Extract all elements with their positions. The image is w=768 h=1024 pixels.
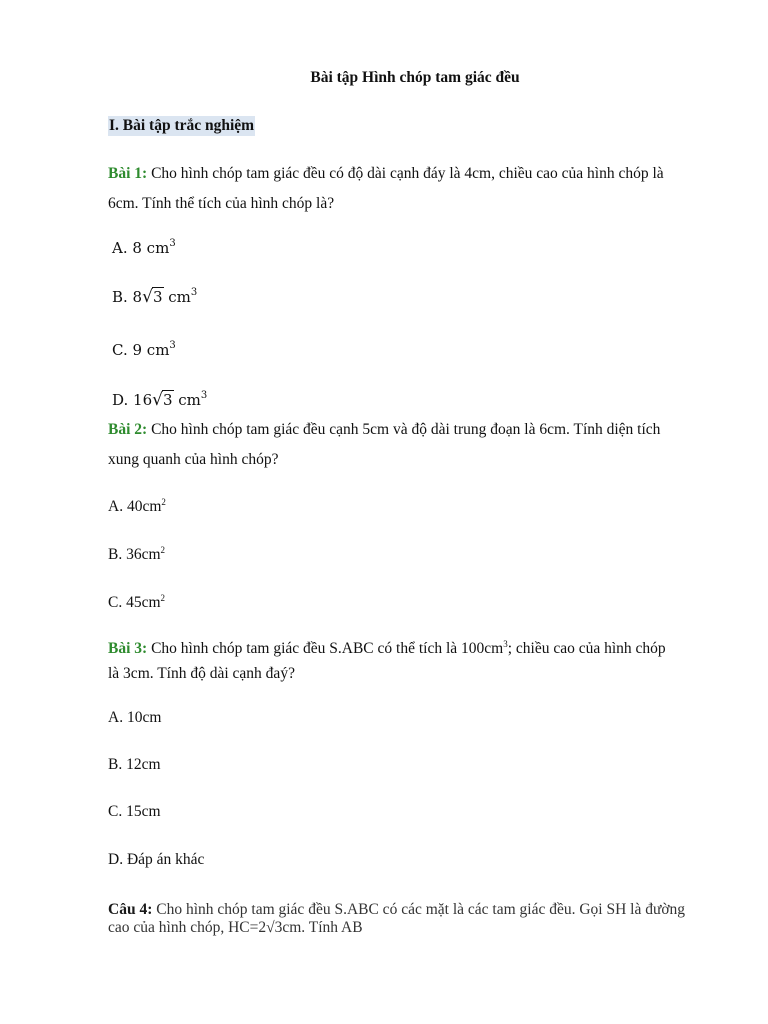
question-2-line-2: xung quanh của hình chóp? <box>108 451 279 468</box>
question-2-label: Bài 2: <box>108 421 148 438</box>
question-2-option-c: C. $45cm^2$ <box>108 593 166 611</box>
question-1-option-a: A. 8 $cm^3$ <box>112 238 176 257</box>
question-1-line-2: 6cm. Tính thể tích của hình chóp là? <box>108 195 335 212</box>
square-root-symbol: √3 <box>152 390 173 410</box>
question-3-label: Bài 3: <box>108 640 148 657</box>
question-3-option-d: D. Đáp án khác <box>108 851 205 868</box>
question-4-line-2: cao của hình chóp, HC=2√3cm. Tính AB <box>108 919 363 936</box>
question-3-option-b: B. 12cm <box>108 756 161 773</box>
question-4-line-1: Câu 4: Cho hình chóp tam giác đều S.ABC có các mặt là các tam giác đều. Gọi SH là đường <box>108 901 686 918</box>
question-3-option-c: C. 15cm <box>108 803 161 820</box>
document-title: Bài tập Hình chóp tam giác đều <box>310 69 520 86</box>
question-1-text: Cho hình chóp tam giác đều có độ dài cạnh đáy là 4cm, chiều cao của hình chóp là <box>147 165 664 182</box>
question-2-text: Cho hình chóp tam giác đều cạnh 5cm và độ dài trung đoạn là 6cm. Tính diện tích <box>147 421 661 438</box>
question-3-line-2: là 3cm. Tính độ dài cạnh đaý? <box>108 665 295 682</box>
question-3-line-1: Bài 3: Cho hình chóp tam giác đều S.ABC có thể tích là $100cm^3$; chiều cao của hình chóp <box>108 639 666 657</box>
question-1-option-d: D. 16√3 $cm^3$ <box>112 390 208 410</box>
question-2-line-1 <box>108 420 660 440</box>
question-1-line-1 <box>108 164 664 184</box>
question-1-option-c: C. 9 $cm^3$ <box>112 340 176 359</box>
question-1-label: Bài 1: <box>108 165 148 182</box>
question-3-option-a: A. 10cm <box>108 709 162 726</box>
question-2-option-b: B. $36cm^2$ <box>108 545 166 563</box>
section-heading: I. Bài tập trắc nghiệm <box>109 117 255 134</box>
question-1-option-b: B. 8√3 $cm^3$ <box>112 287 198 307</box>
question-4-label: Câu 4: <box>108 901 153 918</box>
square-root-symbol: √3 <box>142 287 163 307</box>
question-2-option-a: A. $40cm^2$ <box>108 497 166 515</box>
